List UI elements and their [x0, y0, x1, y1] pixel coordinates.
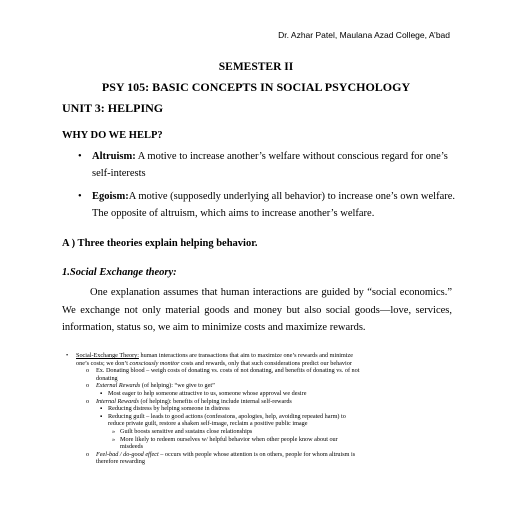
arrow-bullet-icon: »: [112, 435, 116, 443]
notes-term: External Rewards: [96, 382, 141, 390]
notes-term: Social-Exchange Theory:: [76, 352, 139, 359]
notes-subitem: [62, 382, 362, 390]
notes-subitem: [62, 451, 362, 466]
subheading-social-exchange: 1.Social Exchange theory:: [62, 267, 177, 278]
notes-term: Internal Rewards: [96, 397, 139, 405]
notes-text: Guilt boosts sensitive and sustains close relationships: [120, 427, 253, 435]
circle-bullet-icon: o: [86, 367, 90, 375]
notes-term: Feel-bad / do-good effect: [96, 450, 159, 458]
notes-text: (of helping): “we give to get”: [140, 382, 215, 390]
notes-text: Ex. Donating blood – weigh costs of donating vs. costs of not donating, and benefits of donating vs. of not donating: [96, 367, 360, 382]
notes-text: – occurs with people whose attention is on others, people for whom altruism is therefore rewarding: [96, 450, 356, 466]
body-paragraph: One explanation assumes that human interactions are guided by “social economics.” We exchange not only material goods and money but also social goods—love, services, information, status so, we aim to minimize costs and maximize rewards.: [62, 287, 452, 333]
term-egoism: Egoism:: [92, 191, 129, 202]
definition-altruism: A motive to increase another’s welfare without conscious regard for one’s self-interests: [92, 151, 448, 179]
unit-title: UNIT 3: HELPING: [62, 101, 164, 115]
notes-text: Reducing guilt – leads to good actions (confessions, apologies, help, avoiding repeated harm) to reduce private guilt, restore a shaken self-image, reclaim a positive public image: [108, 412, 346, 428]
circle-bullet-icon: o: [86, 382, 90, 390]
embedded-notes: [62, 352, 362, 466]
notes-text: human interactions are transactions that aim to maximize one’s rewards and minimize one’s costs; we don’t: [76, 352, 354, 367]
notes-text: Reducing distress by helping someone in distress: [108, 405, 230, 413]
notes-subitem: [62, 367, 362, 382]
notes-subitem: [62, 436, 362, 451]
section-heading-why: WHY DO WE HELP?: [62, 130, 163, 141]
bullet-icon: •: [78, 191, 82, 202]
notes-bullet: [62, 352, 362, 367]
circle-bullet-icon: o: [86, 397, 90, 405]
definition-list: [78, 148, 456, 228]
square-bullet-icon: ▪: [100, 389, 103, 397]
semester-title: SEMESTER II: [218, 61, 294, 73]
section-heading-theories: A ) Three theories explain helping behavior.: [62, 238, 258, 249]
circle-bullet-icon: o: [86, 450, 90, 458]
square-bullet-icon: ▪: [100, 405, 103, 413]
square-bullet-icon: ▪: [100, 412, 103, 420]
list-item: [78, 188, 456, 222]
notes-text: (of helping): benefits of helping include internal self-rewards: [138, 397, 292, 405]
notes-subitem: [62, 405, 362, 413]
list-item: [78, 148, 456, 182]
notes-text: Most eager to help someone attractive to us, someone whose approval we desire: [108, 389, 307, 397]
bullet-icon: •: [78, 151, 82, 162]
definition-egoism: A motive (supposedly underlying all behavior) to increase one’s own welfare. The opposite of altruism, which aims to increase another’s welfare.: [92, 191, 456, 219]
course-title: PSY 105: BASIC CONCEPTS IN SOCIAL PSYCHOLOGY: [101, 80, 411, 94]
notes-subitem: [62, 413, 362, 428]
notes-subitem: [62, 390, 362, 398]
author-note: Dr. Azhar Patel, Maulana Azad College, A’bad: [278, 30, 450, 40]
notes-subitem: [62, 398, 362, 406]
term-altruism: Altruism:: [92, 151, 136, 162]
notes-text: costs and rewards, only that such considerations predict our behavior: [179, 359, 352, 367]
notes-emphasis: consciously monitor: [129, 359, 180, 367]
bullet-icon: •: [66, 352, 69, 359]
notes-subitem: [62, 428, 362, 436]
notes-text: More likely to redeem ourselves w/ helpful behavior when other people know about our misdeeds: [120, 435, 338, 451]
arrow-bullet-icon: »: [112, 427, 116, 435]
